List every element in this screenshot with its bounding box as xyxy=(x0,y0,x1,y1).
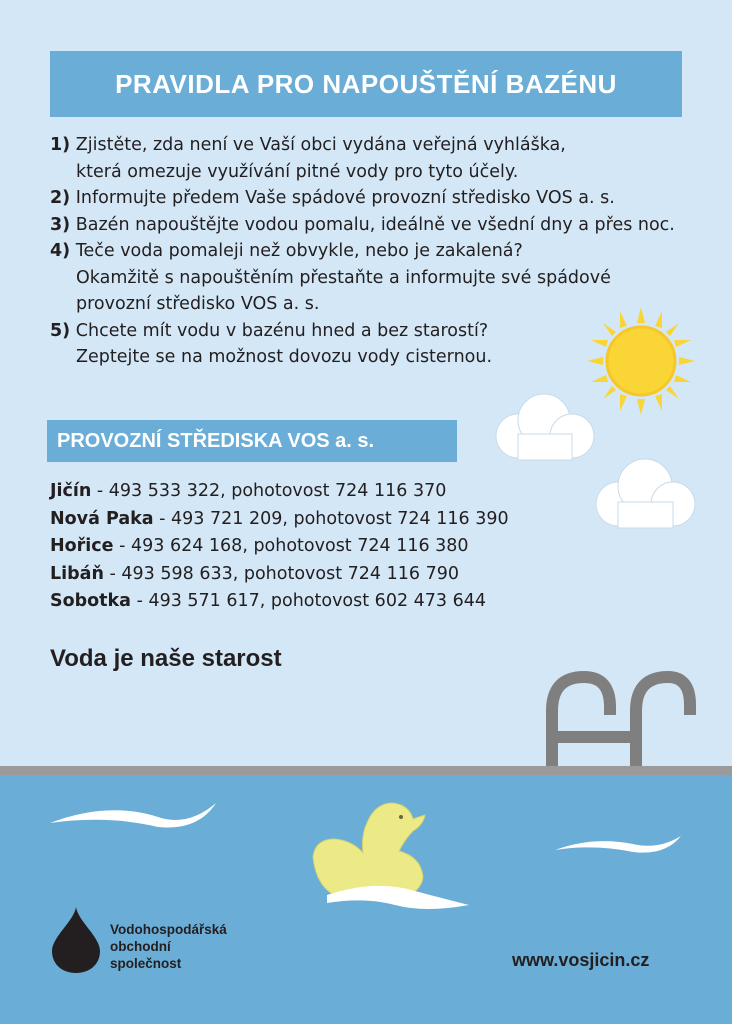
center-row xyxy=(50,561,509,589)
center-name: Jičín xyxy=(50,481,92,501)
rule-number: 5) xyxy=(50,320,71,341)
rule-text-continued: Okamžitě s napouštěním přestaňte a informujte své spádové xyxy=(76,267,611,288)
company-name-line: obchodní xyxy=(110,939,171,954)
centers-title: PROVOZNÍ STŘEDISKA VOS a. s. xyxy=(57,429,375,452)
rule-item xyxy=(50,212,690,239)
rule-item xyxy=(50,238,690,265)
rule-text-continued: provozní středisko VOS a. s. xyxy=(76,294,320,314)
centers-banner xyxy=(47,420,457,462)
center-contact: - 493 571 617, pohotovost 602 473 644 xyxy=(131,591,487,611)
center-row xyxy=(50,588,509,616)
company-name-line: společnost xyxy=(110,956,182,971)
wave-icon xyxy=(48,797,218,837)
cloud-icon xyxy=(592,456,698,538)
page-title: PRAVIDLA PRO NAPOUŠTĚNÍ BAZÉNU xyxy=(115,68,617,99)
company-name-line: Vodohospodářská xyxy=(110,922,227,937)
center-contact: - 493 624 168, pohotovost 724 116 380 xyxy=(113,536,469,556)
company-name xyxy=(110,921,227,972)
center-row xyxy=(50,478,509,506)
center-name: Libáň xyxy=(50,563,104,584)
website-link[interactable]: www.vosjicin.cz xyxy=(512,950,650,970)
rule-text: Teče voda pomaleji než obvykle, nebo je zakalená? xyxy=(75,241,523,261)
sun-icon xyxy=(585,305,697,417)
water-drop-logo-icon xyxy=(48,905,104,975)
rule-text: Chcete mít vodu v bazénu hned a bez starostí? xyxy=(75,320,489,341)
center-contact: - 493 721 209, pohotovost 724 116 390 xyxy=(153,508,509,529)
rule-text: Informujte předem Vaše spádové provozní středisko VOS a. s. xyxy=(75,188,615,208)
center-row xyxy=(50,506,509,534)
rubber-duck-icon xyxy=(305,795,470,915)
rule-text: Zjistěte, zda není ve Vaší obci vydána veřejná vyhláška, xyxy=(75,135,566,155)
rule-text-continued: která omezuje využívání pitné vody pro tyto účely. xyxy=(76,161,519,182)
center-contact: - 493 533 322, pohotovost 724 116 370 xyxy=(91,481,447,501)
cloud-icon xyxy=(492,390,596,470)
title-banner xyxy=(50,51,682,117)
rule-number: 3) xyxy=(50,214,71,235)
slogan: Voda je naše starost xyxy=(50,645,282,672)
center-name: Sobotka xyxy=(50,591,131,611)
rule-number: 4) xyxy=(50,241,71,261)
center-row xyxy=(50,533,509,561)
centers-list xyxy=(50,478,509,616)
center-contact: - 493 598 633, pohotovost 724 116 790 xyxy=(103,563,459,584)
pool-edge xyxy=(0,766,732,775)
center-name: Hořice xyxy=(50,536,114,556)
pool-ladder-icon xyxy=(540,655,700,775)
rule-text-continued: Zeptejte se na možnost dovozu vody cisternou. xyxy=(76,347,493,367)
rule-number: 2) xyxy=(50,188,71,208)
rule-text: Bazén napouštějte vodou pomalu, ideálně ve všední dny a přes noc. xyxy=(75,214,675,235)
rule-number: 1) xyxy=(50,135,71,155)
rule-item xyxy=(50,132,690,159)
rule-item xyxy=(50,185,690,212)
wave-icon xyxy=(553,828,683,860)
center-name: Nová Paka xyxy=(50,508,154,529)
